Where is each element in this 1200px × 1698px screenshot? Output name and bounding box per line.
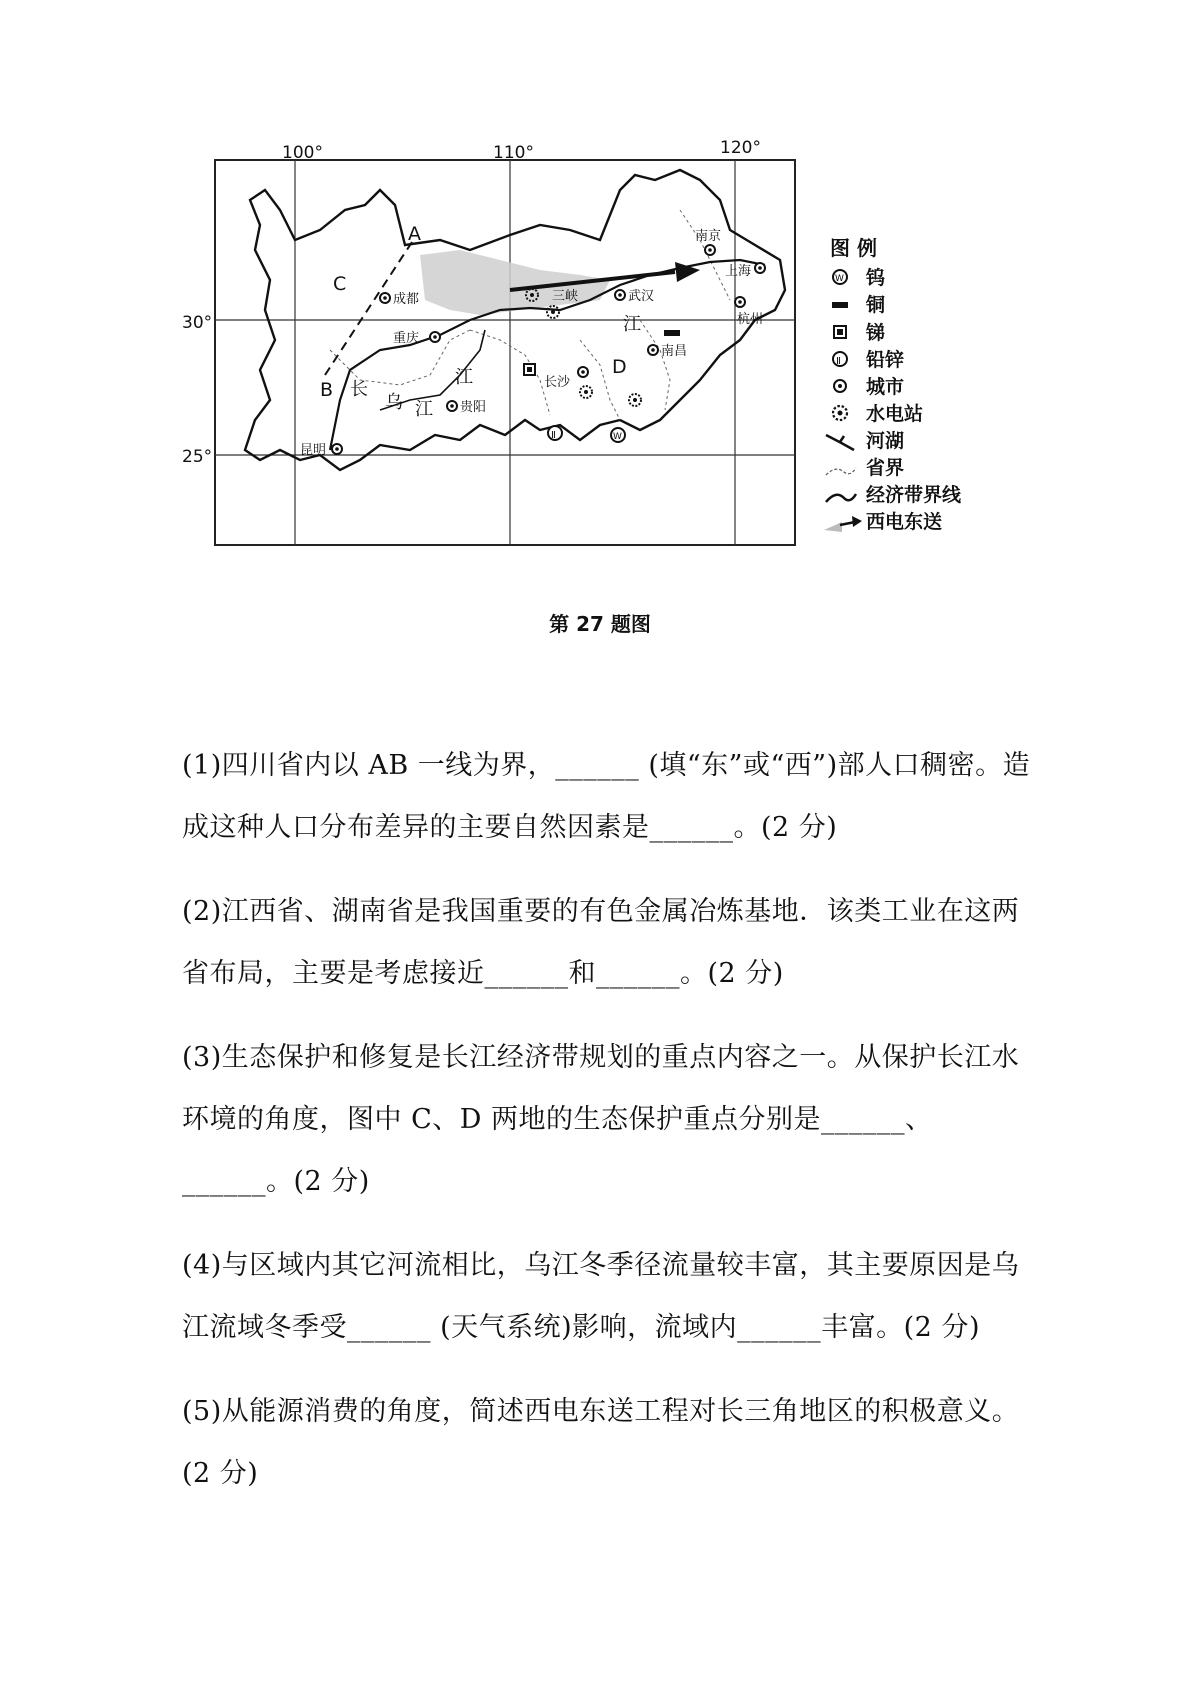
- svg-text:Ⅱ: Ⅱ: [836, 356, 841, 367]
- question-4: [182, 1235, 1042, 1359]
- figure-caption: 第 27 题图: [549, 612, 651, 636]
- svg-text:重庆: 重庆: [393, 331, 420, 346]
- question-list: [182, 735, 1042, 1527]
- legend-item-hydropower: [833, 402, 923, 425]
- legend-item-west-east-power: [824, 510, 942, 533]
- city-hangzhou: [735, 297, 763, 327]
- province-border: [680, 210, 730, 300]
- sanxia-label: 三峡: [552, 289, 579, 304]
- svg-text:经济带界线: 经济带界线: [866, 484, 962, 506]
- question-2: [182, 881, 1042, 1005]
- legend-item-province-border: [826, 456, 904, 479]
- legend-item-lead-zinc: [833, 348, 904, 371]
- svg-text:W: W: [835, 274, 844, 284]
- legend-item-antimony: [834, 321, 885, 344]
- tungsten-icon: [611, 428, 625, 442]
- lon-label-110: 110°: [493, 143, 534, 163]
- hydropower-icon: [580, 386, 592, 398]
- question-2-text: (2)江西省、湖南省是我国重要的有色金属冶炼基地．该类工业在这两省布局，主要是考虑接近______和______。(2 分): [182, 896, 1020, 989]
- svg-text:铜: 铜: [866, 294, 886, 316]
- svg-text:上海: 上海: [725, 264, 752, 279]
- river-label: 长: [350, 379, 368, 400]
- svg-text:铅锌: 铅锌: [866, 349, 905, 371]
- point-d-label: D: [612, 356, 627, 378]
- lon-label-120: 120°: [720, 138, 761, 158]
- city-shanghai: [725, 263, 765, 279]
- copper-icon: [832, 302, 848, 308]
- question-5: [182, 1381, 1042, 1505]
- copper-icon: [664, 330, 680, 336]
- river-label: 江: [623, 314, 641, 335]
- question-1: [182, 735, 1042, 859]
- legend-title: 图 例: [830, 236, 877, 260]
- svg-text:武汉: 武汉: [628, 289, 655, 304]
- svg-text:锑: 锑: [866, 322, 886, 344]
- city-changsha: [544, 367, 588, 390]
- svg-text:昆明: 昆明: [300, 443, 327, 458]
- legend-item-river-lake: [826, 429, 904, 452]
- svg-text:南昌: 南昌: [661, 344, 688, 359]
- svg-text:成都: 成都: [393, 292, 420, 307]
- lat-label-30: 30°: [182, 313, 213, 333]
- river-lake-icon: [826, 435, 854, 450]
- svg-text:河湖: 河湖: [866, 430, 905, 452]
- point-a-label: A: [408, 223, 421, 245]
- svg-text:长沙: 长沙: [544, 375, 571, 390]
- map-legend: [824, 236, 962, 533]
- hydropower-icon: [629, 394, 641, 406]
- yangtze-economic-belt-map: [180, 138, 1080, 660]
- legend-item-city: [834, 375, 904, 398]
- city-kunming: [300, 443, 342, 458]
- west-east-power-icon: [824, 522, 842, 532]
- city-wuhan: [615, 288, 654, 304]
- lat-label-25: 25°: [182, 447, 213, 467]
- economic-belt-border-icon: [826, 494, 856, 502]
- province-border-icon: [826, 468, 856, 475]
- map-frame: [215, 160, 795, 545]
- svg-text:省界: 省界: [866, 457, 905, 479]
- question-4-text: (4)与区域内其它河流相比，乌江冬季径流量较丰富，其主要原因是乌江流域冬季受______ (天气系统)影响，流域内______丰富。(2 分): [182, 1250, 1020, 1343]
- legend-item-copper: [832, 293, 885, 316]
- antimony-icon: [524, 364, 535, 375]
- svg-text:西电东送: 西电东送: [866, 511, 943, 533]
- point-b-label: B: [320, 379, 334, 401]
- legend-item-economic-belt: [826, 483, 962, 506]
- svg-text:城市: 城市: [866, 376, 905, 398]
- city-nanchang: [648, 343, 687, 359]
- svg-text:杭州: 杭州: [737, 312, 764, 327]
- province-border: [580, 340, 620, 420]
- legend-item-tungsten: [833, 266, 885, 289]
- svg-text:贵阳: 贵阳: [460, 400, 487, 415]
- river-label: 江: [455, 367, 473, 388]
- question-5-text: (5)从能源消费的角度，简述西电东送工程对长三角地区的积极意义。(2 分): [182, 1396, 1020, 1489]
- svg-text:钨: 钨: [866, 267, 886, 289]
- lon-label-100: 100°: [282, 143, 323, 163]
- point-c-label: C: [333, 273, 347, 295]
- hydropower-icon: [547, 306, 559, 318]
- question-3-text: (3)生态保护和修复是长江经济带规划的重点内容之一。从保护长江水环境的角度，图中 C、D 两地的生态保护重点分别是______、______。(2 分): [182, 1042, 1020, 1197]
- question-3: [182, 1027, 1042, 1213]
- river-label: 乌: [385, 392, 403, 413]
- city-chongqing: [393, 330, 440, 346]
- question-1-text: (1)四川省内以 AB 一线为界，______ (填“东”或“西”)部人口稠密。造成这种人口分布差异的主要自然因素是______。(2 分): [182, 750, 1031, 843]
- city-nanjing: [695, 228, 721, 255]
- svg-text:水电站: 水电站: [866, 403, 924, 425]
- svg-text:南京: 南京: [695, 229, 722, 244]
- svg-text:W: W: [613, 432, 622, 442]
- city-guiyang: [447, 399, 486, 415]
- river-label: 江: [415, 399, 433, 420]
- city-chengdu: [380, 291, 419, 307]
- svg-text:Ⅱ: Ⅱ: [551, 430, 556, 441]
- lead-zinc-icon: [548, 426, 562, 441]
- map-figure: [180, 138, 1080, 660]
- ab-line: [325, 242, 412, 375]
